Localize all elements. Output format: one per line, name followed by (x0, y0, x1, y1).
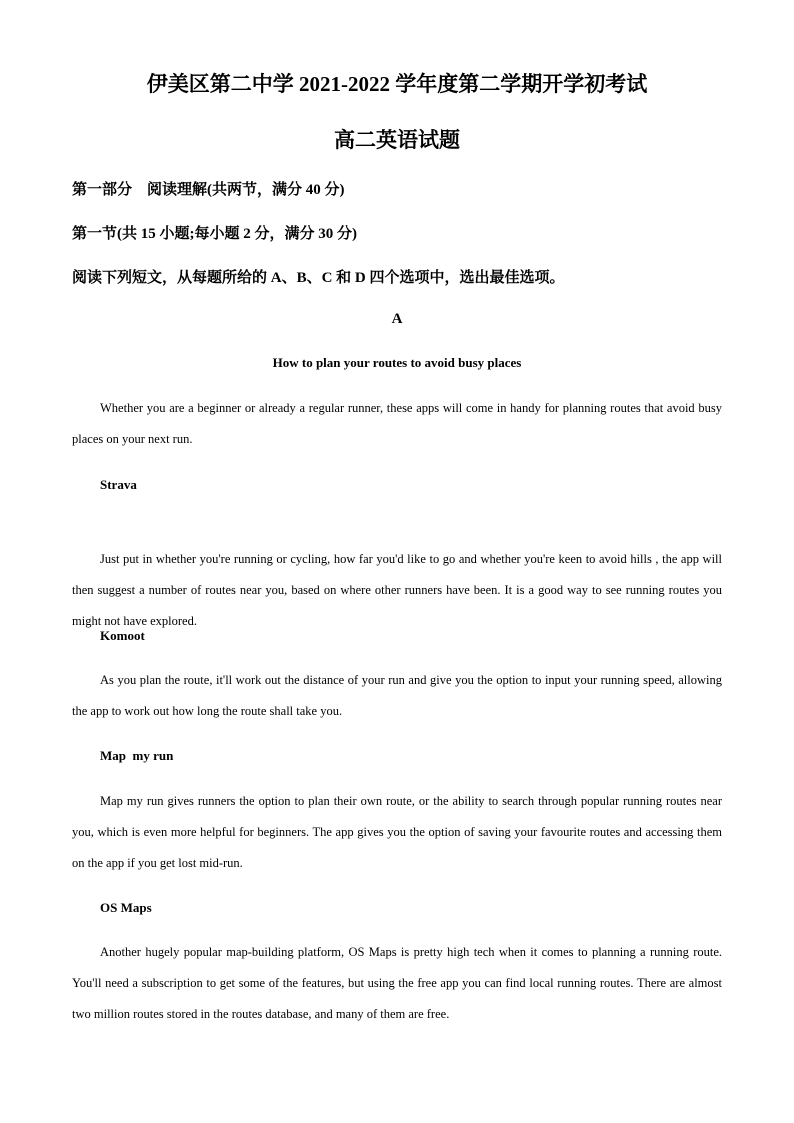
passage-letter: A (391, 311, 403, 327)
exam-subtitle: 高二英语试题 (334, 128, 460, 152)
app-heading-komoot: Komoot (100, 628, 145, 643)
instruction-text: 阅读下列短文，从每题所给的 A、B、C 和 D 四个选项中，选出最佳选项。 (72, 270, 565, 286)
passage-title: How to plan your routes to avoid busy places (272, 355, 522, 370)
section-heading: 第一节(共 15 小题;每小题 2 分，满分 30 分) (72, 226, 357, 242)
app-text-map-my-run: Map my run gives runners the option to plan their own route, or the ability to search through popular running routes near you, which is even more helpful for beginners. The app gives you the option of saving your favourite routes and accessing them on the app if you get lost mid-run. (72, 794, 722, 870)
app-text-strava: Just put in whether you're running or cycling, how far you'd like to go and whether you're keen to avoid hills , the app will then suggest a number of routes near you, based on where other runners have been. It is a good way to see running routes you might not have explored. (72, 552, 722, 628)
app-heading-map-my-run: Map my run (100, 748, 174, 763)
app-text-komoot: As you plan the route, it'll work out the distance of your run and give you the option to input your running speed, allowing the app to work out how long the route shall take you. (72, 673, 722, 718)
passage-intro: Whether you are a beginner or already a regular runner, these apps will come in handy for planning routes that avoid busy places on your next run. (72, 401, 722, 446)
exam-title: 伊美区第二中学 2021-2022 学年度第二学期开学初考试 (146, 72, 648, 96)
part-heading: 第一部分 阅读理解(共两节，满分 40 分) (72, 182, 345, 198)
app-heading-strava: Strava (100, 477, 137, 492)
app-text-os-maps: Another hugely popular map-building platform, OS Maps is pretty high tech when it comes to planning a running route. You'll need a subscription to get some of the features, but using the free app you can find local running routes. There are almost two million routes stored in the routes database, and many of them are free. (72, 945, 722, 1021)
app-heading-os-maps: OS Maps (100, 900, 152, 915)
